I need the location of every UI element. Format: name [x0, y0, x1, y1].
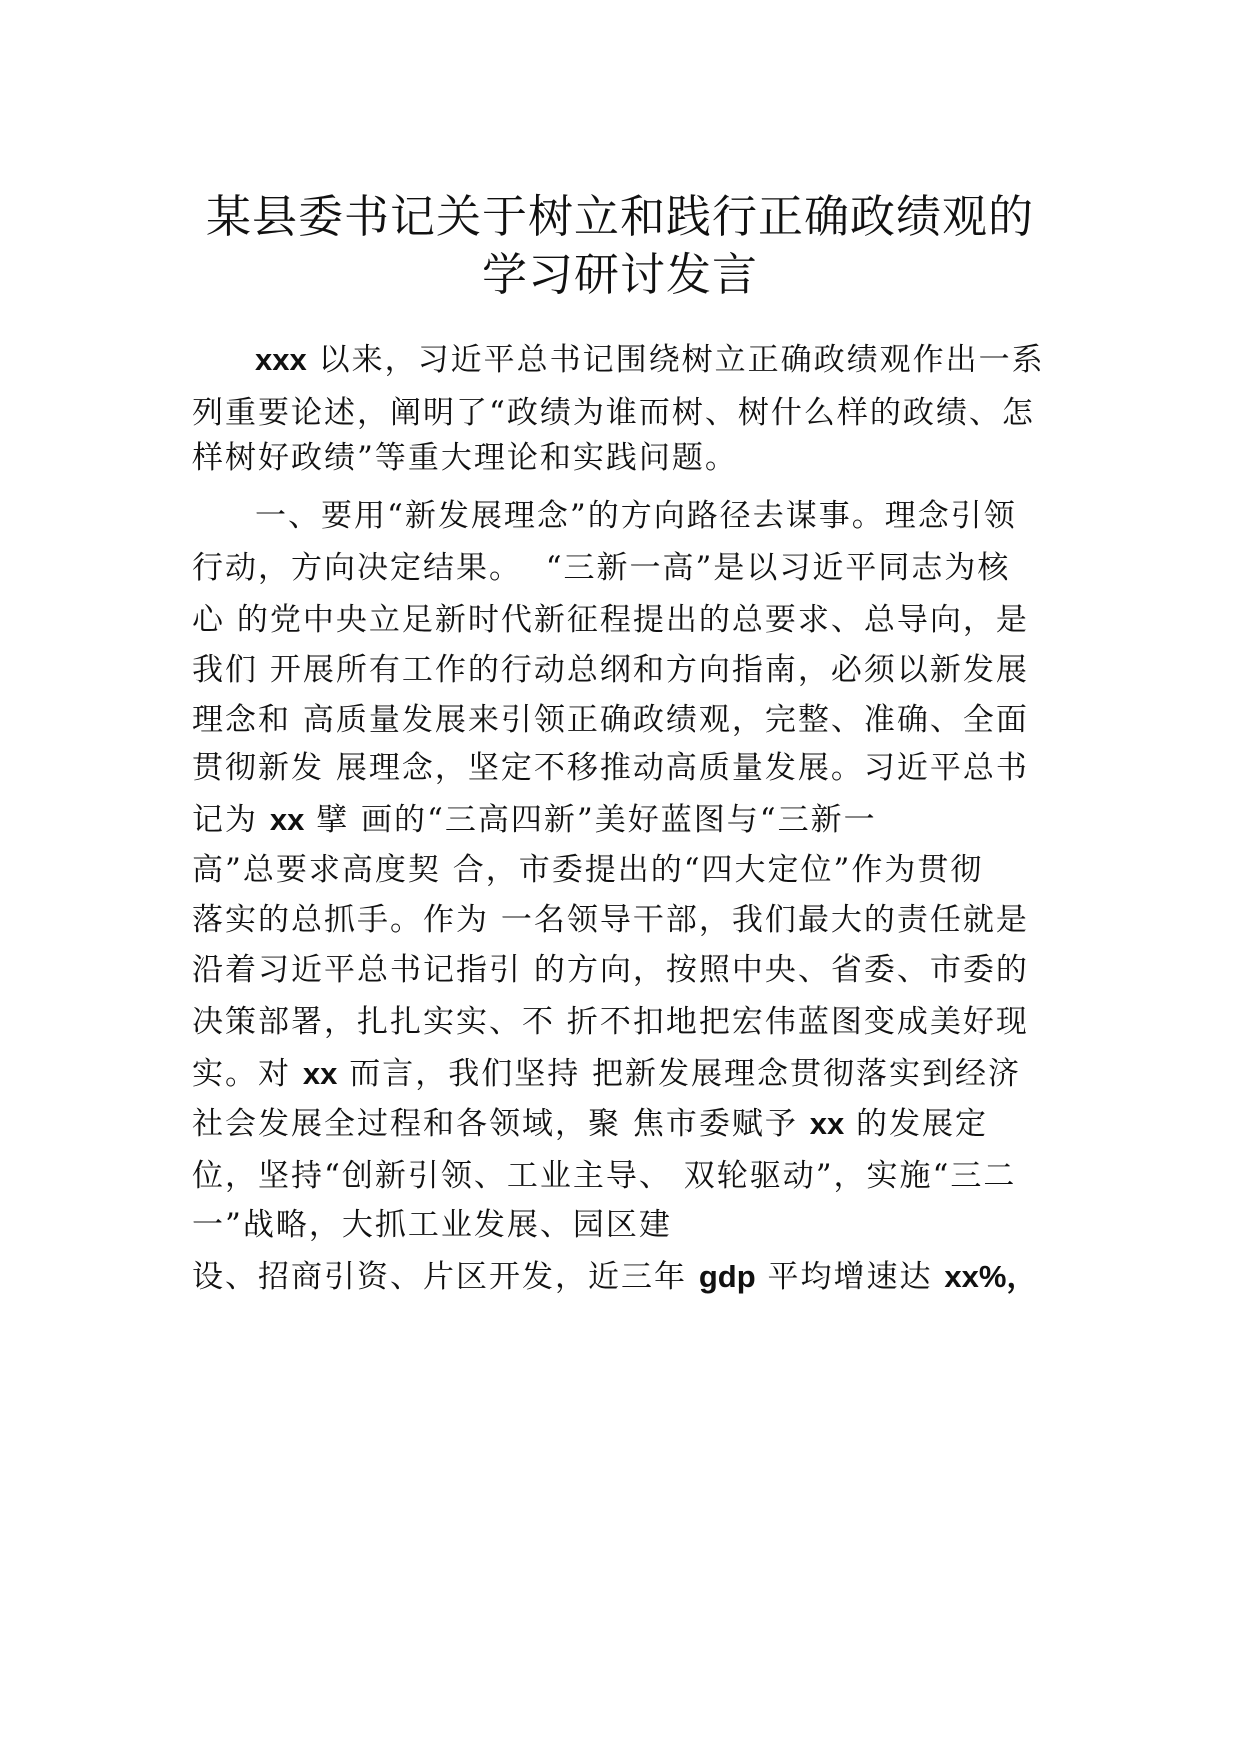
paragraph-2-line	[192, 950, 1029, 990]
text-run: 理念和 高质量发展来引领正确政绩观，完整、准确、全面	[192, 702, 1029, 738]
text-run: xx	[302, 1056, 338, 1091]
paragraph-2-line	[192, 748, 1029, 788]
text-run: 落实的总抓手。作为 一名领导干部，我们最大的责任就是	[192, 902, 1029, 938]
paragraph-2-line	[255, 496, 1017, 536]
text-run: xx	[269, 802, 305, 837]
paragraph-2-line	[192, 1156, 1016, 1196]
text-run: xx	[809, 1106, 845, 1141]
paragraph-2-line	[192, 600, 1029, 640]
paragraph-2-line	[192, 1205, 672, 1245]
text-run: 行动，方向决定结果。 “三新一高”是以习近平同志为核	[192, 550, 1011, 586]
document-title-line-1: 某县委书记关于树立和践行正确政绩观的	[205, 190, 1034, 243]
text-run: 高”总要求高度契 合，市委提出的“四大定位”作为贯彻	[192, 852, 984, 888]
text-run: 位，坚持“创新引领、工业主导、 双轮驱动”，实施“三二	[192, 1158, 1017, 1194]
text-run: 记为	[192, 802, 270, 838]
paragraph-2-line	[192, 700, 1029, 740]
text-run: 心 的党中央立足新时代新征程提出的总要求、总导向，是	[192, 602, 1029, 638]
text-run: 决策部署，扎扎实实、不 折不扣地把宏伟蓝图变成美好现	[192, 1004, 1029, 1040]
text-run: xxx	[255, 342, 307, 377]
text-run: 设、招商引资、片区开发，近三年	[192, 1259, 699, 1295]
paragraph-2-line	[192, 1104, 988, 1144]
text-run: 列重要论述，阐明了“政绩为谁而树、树什么样的政绩、怎	[192, 395, 1035, 431]
text-run: 的发展定	[844, 1106, 989, 1142]
text-run: 平均增速达	[755, 1259, 945, 1295]
text-run: 社会发展全过程和各领域，聚 焦市委赋予	[192, 1106, 810, 1142]
text-run: 样树好政绩”等重大理论和实践问题。	[192, 440, 738, 476]
text-run: 一”战略，大抓工业发展、园区建	[192, 1207, 672, 1243]
paragraph-2-line	[192, 800, 877, 840]
text-run: 而言，我们坚持 把新发展理念贯彻落实到经济	[337, 1056, 1022, 1092]
text-run: 一、要用“新发展理念”的方向路径去谋事。理念引领	[255, 498, 1017, 534]
paragraph-2-line	[192, 548, 1010, 588]
document-title-line-2: 学习研讨发言	[481, 248, 758, 301]
paragraph-2-line	[192, 650, 1029, 690]
text-run: 擘 画的“三高四新”美好蓝图与“三新一	[304, 802, 877, 838]
paragraph-1-line	[192, 393, 1035, 433]
paragraph-1-line	[192, 438, 738, 478]
paragraph-1-line	[255, 340, 1045, 380]
paragraph-2-line	[192, 900, 1029, 940]
paragraph-2-line	[192, 1257, 1037, 1297]
text-run: 贯彻新发 展理念，坚定不移推动高质量发展。习近平总书	[192, 750, 1029, 786]
text-run: gdp	[698, 1259, 756, 1294]
paragraph-2-line	[192, 850, 983, 890]
paragraph-2-line	[192, 1054, 1021, 1094]
text-run: 实。对	[192, 1056, 303, 1092]
paragraph-2-line	[192, 1002, 1029, 1042]
text-run: xx%，	[944, 1259, 1038, 1294]
text-run: 以来，习近平总书记围绕树立正确政绩观作出一系	[306, 342, 1045, 378]
text-run: 我们 开展所有工作的行动总纲和方向指南，必须以新发展	[192, 652, 1029, 688]
text-run: 沿着习近平总书记指引 的方向，按照中央、省委、市委的	[192, 952, 1029, 988]
